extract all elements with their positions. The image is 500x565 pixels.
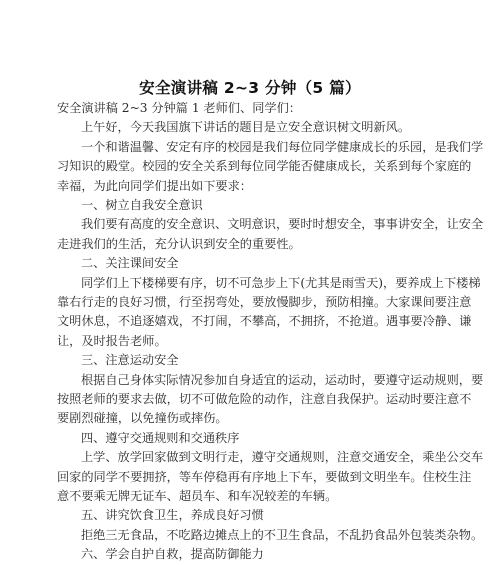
intro-line: 安全演讲稿 2~3 分钟篇 1 老师们、同学们： [57,101,301,115]
paragraph-line: 让，及时报告老师。 [57,333,167,348]
paragraph-line: 同学们上下楼梯要有序，切不可急步上下(尤其是雨雪天)，要养成上下楼梯 [81,275,481,290]
paragraph-line: 幸福，为此向同学们提出如下要求： [57,178,252,193]
paragraph-line: 意不要乘无牌无证车、超员车、和车况较差的车辆。 [57,489,338,503]
section-heading: 四、遵守交通规则和交通秩序 [81,430,240,445]
paragraph-line: 回家的同学不要拥挤，等车停稳再有序地上下车，要做到文明坐车。住校生注 [57,469,472,484]
paragraph-line: 习知识的殿堂。校园的安全关系到每位同学能否健康成长，关系到每个家庭的 [57,159,472,174]
paragraph-line: 拒绝三无食品，不吃路边摊点上的不卫生食品，不乱扔食品外包装类杂物。 [81,527,484,542]
document-title: 安全演讲稿 2~3 分钟（5 篇） [139,79,361,97]
paragraph-line: 根据自己身体实际情况参加自身适宜的运动，运动时，要遵守运动规则，要 [81,372,484,387]
paragraph-line: 按照老师的要求去做，切不可做危险的动作，注意自我保护。运动时要注意不 [57,392,472,406]
section-heading: 二、关注课间安全 [81,256,179,271]
paragraph-line: 上午好，今天我国旗下讲话的题目是立安全意识树文明新风。 [81,120,411,135]
section-heading: 三、注意运动安全 [81,353,179,368]
paragraph-line: 我们要有高度的安全意识、文明意识，要时时想安全，事事讲安全，让安全 [81,217,484,232]
paragraph-line: 一个和谐温馨、安定有序的校园是我们每位同学健康成长的乐园，是我们学 [81,139,484,154]
paragraph-line: 要剧烈碰撞，以免撞伤或摔伤。 [57,411,228,426]
paragraph-line: 靠右行走的良好习惯，行至拐弯处，要放慢脚步，预防相撞。大家课间要注意 [57,295,472,309]
section-heading: 五、讲究饮食卫生，养成良好习惯 [81,508,264,523]
section-heading: 六、学会自护自救，提高防御能力 [81,547,264,562]
paragraph-line: 上学、放学回家做到文明行走，遵守交通规则，注意交通安全，乘坐公交车 [81,450,484,465]
paragraph-line: 文明休息，不追逐嬉戏，不打闹，不攀高，不拥挤，不抢道。遇事要冷静、谦 [57,314,472,329]
section-heading: 一、树立自我安全意识 [81,198,203,212]
paragraph-line: 走进我们的生活，充分认识到安全的重要性。 [57,236,301,251]
